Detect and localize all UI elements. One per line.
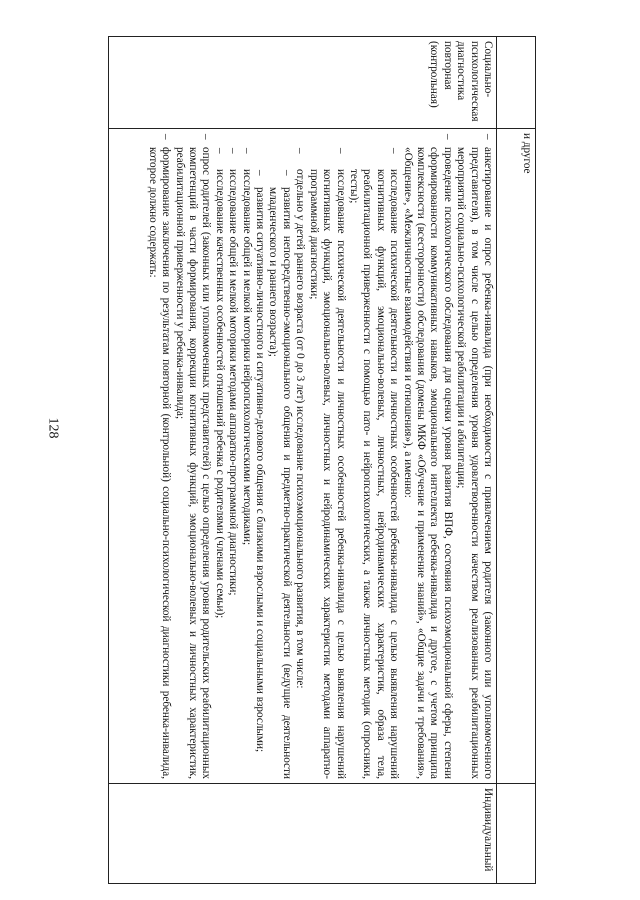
list-item: – опрос родителей (законных или уполномоченных представителей) с целью определения уровня родительских реабилитационных компетенций в части формирования, коррекции когнитивных функций, эмоционально-волевых и личностных характеристик, реабилитационной приверженности у ребенка-инвалида; — [172, 133, 212, 779]
sub-list-item: – исследование психической деятельности и личностных особенностей ребенка-инвалида с целью выявления нарушений когнитивных функций, эмоционально-волевых, личностных, нейродинамических характеристик, образа тела, реабилитационной приверженности с помощью пато- и нейропсихологических, а также личностных методик (опросники, тесты); — [347, 147, 401, 779]
sub-sub-list-item: – развития непосредственно-эмоционального общения и предметно-практической деятельности (ведущие деятельности младенческого и раннего возраста); — [266, 169, 293, 779]
content-cell — [109, 129, 497, 784]
sub-sub-list — [253, 169, 293, 779]
list-item: – формирование заключения по результатам повторной (контрольной) социально-психологической диагностики ребенка-инвалида, которое должно содержать: — [145, 133, 172, 779]
list-item-text: проведение психологического обследования для оценки уровня развития ВПФ, состояния психоэмоциональной сферы, степени сформированности коммуникативных навыков, эмоционального интеллекта ребенка-инвалида и другое, с учетом принципа комплексности (всесторонности) обследования (домены МКФ «Обучение и применение знаний», «Общие задачи и требования», «Общение», «Межличностные взаимодействия и отношения»), а именно: — [401, 147, 454, 779]
sub-list-item — [253, 147, 307, 779]
sub-list-item: – исследование общей и мелкой моторики нейропсихологическими методиками; — [239, 147, 252, 779]
document-sheet — [108, 36, 536, 884]
format-cell: Индивидуальный — [109, 784, 497, 884]
section-cell: Социально-психологическая диагностика повторная (контрольная) — [109, 37, 497, 129]
list-item: – анкетирование и опрос ребенка-инвалида (при необходимости с привлечением родителя (законного или уполномоченного представителя), в том числе с целью определения уровня удовлетворенности качеством реализованных реабилитационных мероприятий социально-психологической реабилитации и абилитации; — [454, 133, 494, 779]
table-row — [109, 37, 497, 884]
sub-list-item: – исследование общей и мелкой моторики методами аппаратно-программной диагностики; — [226, 147, 239, 779]
sub-list-item: – исследование качественных особенностей отношений ребенка с родителями (членами семьи); — [212, 147, 225, 779]
list-item — [212, 133, 453, 779]
diagnostics-table — [108, 36, 536, 884]
sub-list — [212, 147, 400, 779]
table-cell: и другое — [497, 129, 536, 784]
table-cell — [497, 784, 536, 884]
table-row — [497, 37, 536, 884]
table-cell — [497, 37, 536, 129]
page-number: 128 — [45, 417, 61, 439]
list-item-text: отдельно у детей раннего возраста (от 0 до 3 лет) исследование психоэмоционального развития, в том числе: — [294, 169, 307, 689]
bullet-list — [145, 133, 494, 779]
sub-sub-list-item: – развития ситуативно-личностного и ситуативно-делового общения с близкими взрослыми и социальными взрослыми; — [253, 169, 266, 779]
sub-list-item: – исследование психической деятельности и личностных особенностей ребенка-инвалида с целью выявления нарушений когнитивных функций, эмоционально-волевых, личностных и нейродинамических характеристик методами аппаратно-программной диагностики; — [306, 147, 346, 779]
